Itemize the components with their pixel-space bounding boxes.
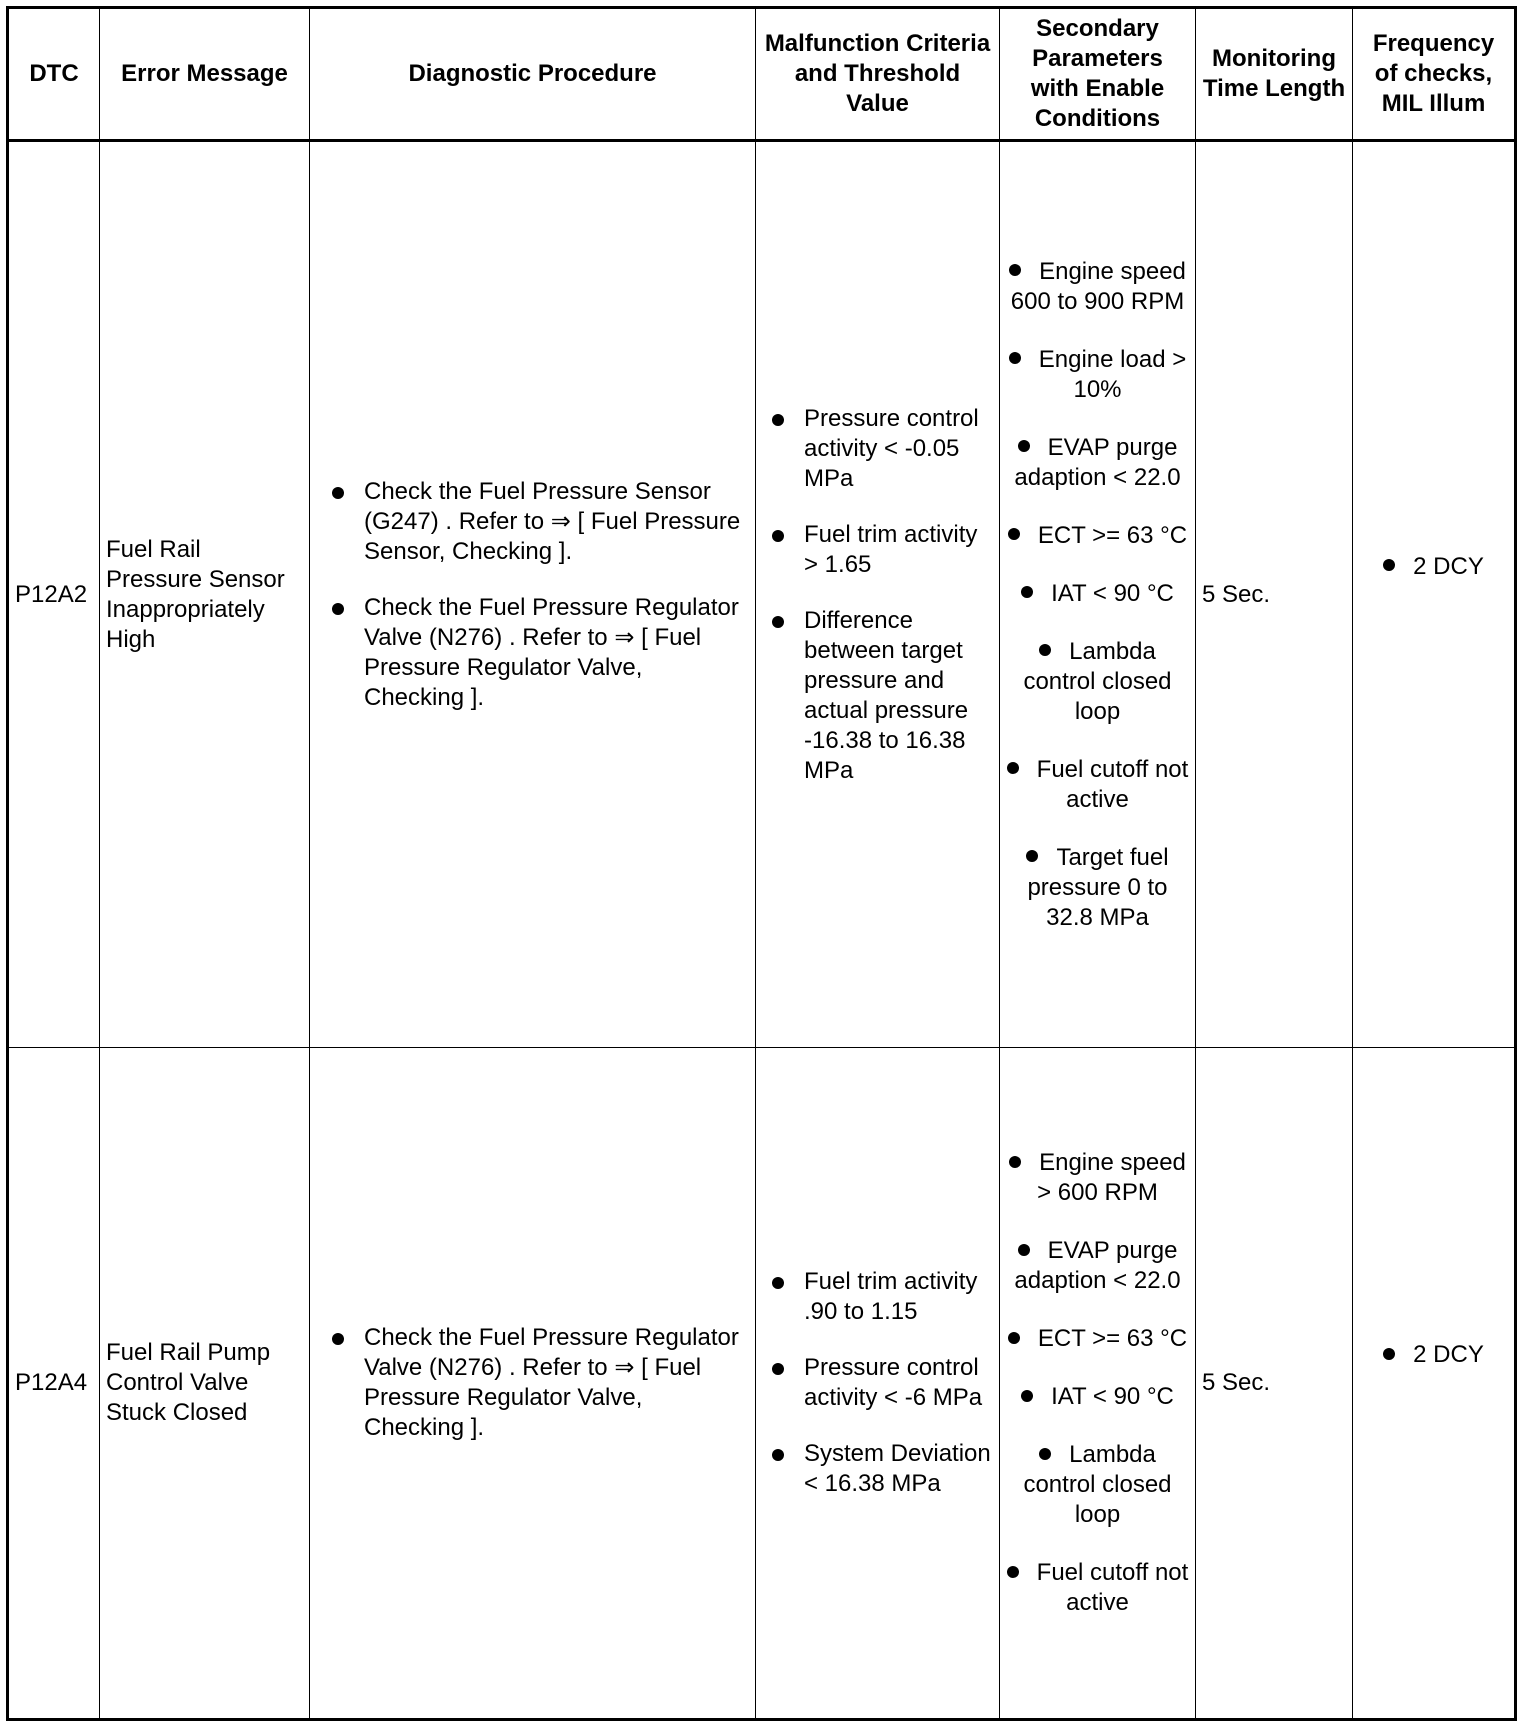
bullet-icon	[1383, 559, 1395, 571]
error-message: Fuel Rail Pump Control Valve Stuck Closed	[100, 1048, 310, 1720]
secondary-parameters-cell	[1000, 141, 1196, 1048]
table-row	[8, 1048, 1516, 1720]
secondary-item: Fuel cutoff not active	[1004, 755, 1191, 815]
header-secondary-parameters: Secondary Parameters with Enable Conditions	[1000, 8, 1196, 141]
procedure-step: Check the Fuel Pressure Regulator Valve (N276) . Refer to ⇒ [ Fuel Pressure Regulator Valve, Checking ].	[316, 1323, 749, 1443]
malfunction-criteria-cell	[756, 141, 1000, 1048]
header-malfunction-criteria: Malfunction Criteria and Threshold Value	[756, 8, 1000, 141]
procedure-list	[316, 477, 749, 713]
secondary-item: IAT < 90 °C	[1004, 579, 1191, 609]
frequency-cell	[1353, 141, 1516, 1048]
criteria-item: Pressure control activity < -6 MPa	[756, 1353, 995, 1413]
bullet-icon	[1021, 586, 1033, 598]
bullet-icon	[1009, 352, 1021, 364]
header-error-message: Error Message	[100, 8, 310, 141]
frequency: 2 DCY	[1413, 552, 1484, 580]
secondary-item: Engine speed > 600 RPM	[1004, 1148, 1191, 1208]
criteria-item: Difference between target pressure and actual pressure -16.38 to 16.38 MPa	[756, 606, 995, 786]
secondary-list	[1004, 257, 1191, 933]
header-frequency: Frequency of checks, MIL Illum	[1353, 8, 1516, 141]
bullet-icon	[1039, 644, 1051, 656]
frequency-cell	[1353, 1048, 1516, 1720]
header-dtc: DTC	[8, 8, 100, 141]
dtc-table	[6, 6, 1517, 1721]
monitoring-time: 5 Sec.	[1196, 141, 1353, 1048]
procedure-list	[316, 1323, 749, 1443]
bullet-icon	[1008, 1332, 1020, 1344]
bullet-icon	[1007, 762, 1019, 774]
diagnostic-procedure-cell	[310, 1048, 756, 1720]
header-row	[8, 8, 1516, 141]
secondary-parameters-cell	[1000, 1048, 1196, 1720]
criteria-list	[756, 404, 995, 786]
bullet-icon	[1009, 264, 1021, 276]
criteria-item: Fuel trim activity > 1.65	[756, 520, 995, 580]
bullet-icon	[1021, 1390, 1033, 1402]
secondary-item: Lambda control closed loop	[1023, 1441, 1172, 1528]
dtc-code: P12A2	[8, 141, 100, 1048]
header-diagnostic-procedure: Diagnostic Procedure	[310, 8, 756, 141]
dtc-code: P12A4	[8, 1048, 100, 1720]
bullet-icon	[1018, 440, 1030, 452]
malfunction-criteria-cell	[756, 1048, 1000, 1720]
criteria-item: System Deviation < 16.38 MPa	[756, 1439, 995, 1499]
secondary-item: EVAP purge adaption < 22.0	[1014, 433, 1181, 491]
secondary-item: Fuel cutoff not active	[1004, 1558, 1191, 1618]
table-row	[8, 141, 1516, 1048]
secondary-item: ECT >= 63 °C	[1004, 1324, 1191, 1354]
frequency: 2 DCY	[1413, 1341, 1484, 1368]
bullet-icon	[1383, 1348, 1395, 1360]
bullet-icon	[1039, 1448, 1051, 1460]
diagnostic-procedure-cell	[310, 141, 756, 1048]
secondary-list	[1004, 1148, 1191, 1618]
procedure-step: Check the Fuel Pressure Sensor (G247) . Refer to ⇒ [ Fuel Pressure Sensor, Checking ].	[316, 477, 749, 567]
criteria-item: Fuel trim activity .90 to 1.15	[756, 1267, 995, 1327]
bullet-icon	[1007, 1566, 1019, 1578]
secondary-item: IAT < 90 °C	[1004, 1382, 1191, 1412]
bullet-icon	[1009, 1156, 1021, 1168]
header-monitoring-time: Monitoring Time Length	[1196, 8, 1353, 141]
secondary-item: Target fuel pressure 0 to 32.8 MPa	[1027, 843, 1169, 931]
bullet-icon	[1018, 1244, 1030, 1256]
secondary-item: Lambda control closed loop	[1023, 637, 1172, 725]
error-message: Fuel Rail Pressure Sensor Inappropriately High	[100, 141, 310, 1048]
procedure-step: Check the Fuel Pressure Regulator Valve (N276) . Refer to ⇒ [ Fuel Pressure Regulator Valve, Checking ].	[316, 593, 749, 713]
secondary-item: Engine load > 10%	[1004, 345, 1191, 405]
secondary-item: ECT >= 63 °C	[1004, 521, 1191, 551]
bullet-icon	[1026, 850, 1038, 862]
secondary-item: Engine speed 600 to 900 RPM	[1010, 257, 1186, 315]
criteria-list	[756, 1267, 995, 1499]
criteria-item: Pressure control activity < -0.05 MPa	[756, 404, 995, 494]
monitoring-time: 5 Sec.	[1196, 1048, 1353, 1720]
secondary-item: EVAP purge adaption < 22.0	[1014, 1237, 1181, 1294]
bullet-icon	[1008, 528, 1020, 540]
